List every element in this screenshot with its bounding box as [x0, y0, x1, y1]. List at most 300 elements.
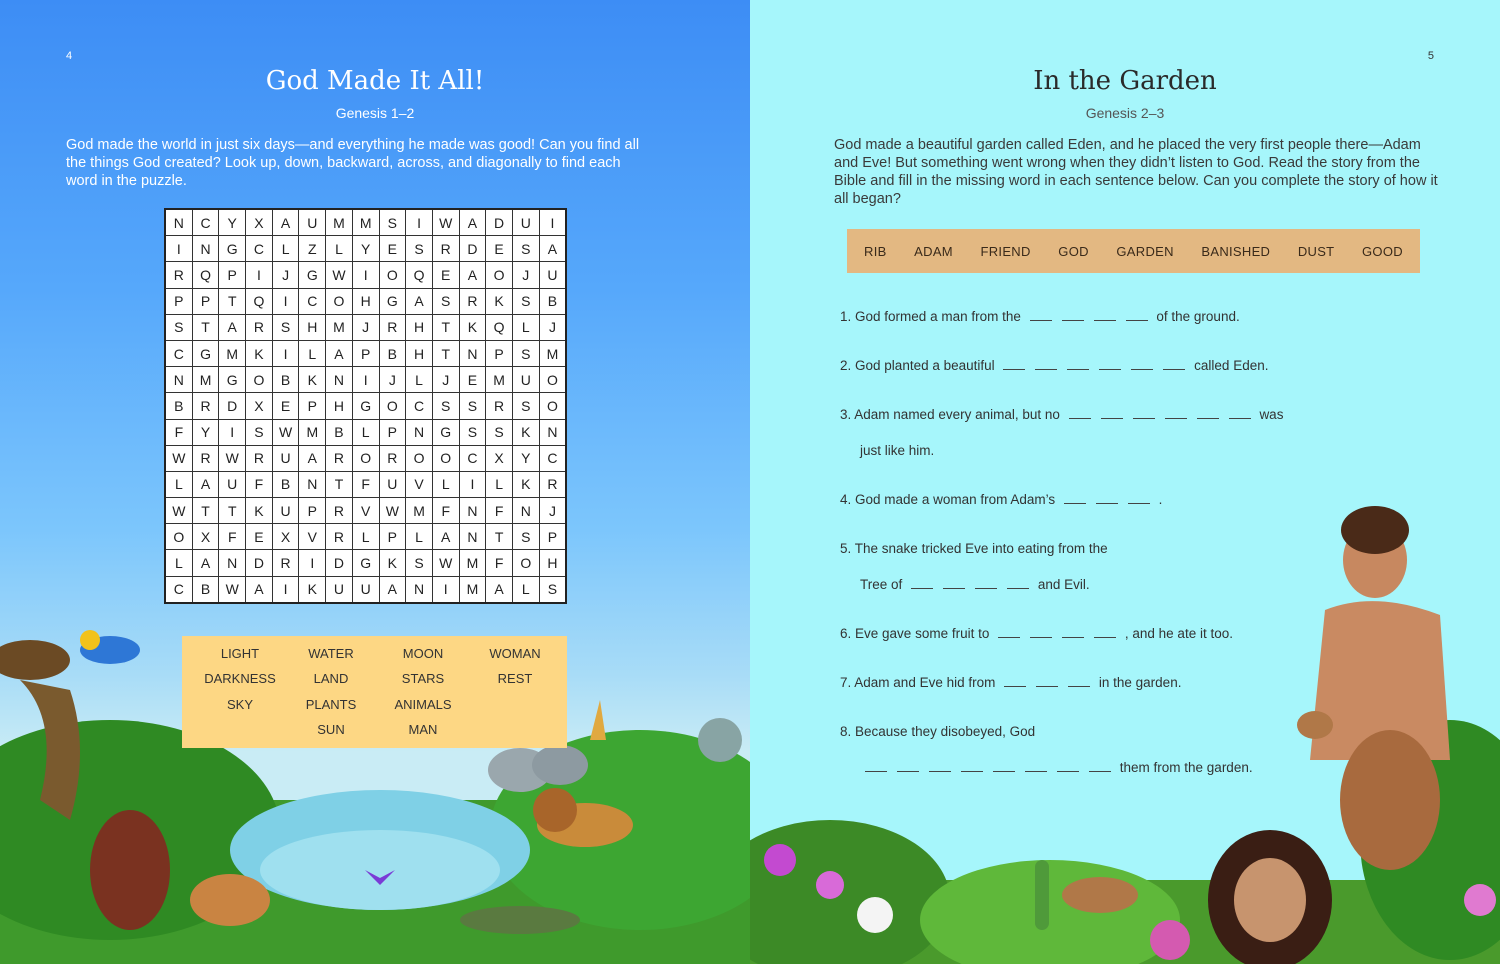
grid-cell: U: [379, 471, 406, 497]
grid-cell: A: [379, 576, 406, 603]
grid-row: [165, 419, 566, 445]
grid-cell: N: [299, 471, 326, 497]
grid-cell: T: [219, 498, 246, 524]
answer-blank: [1133, 407, 1155, 419]
answer-blank: [1099, 358, 1121, 370]
word-list-item: SUN: [317, 721, 345, 737]
grid-cell: C: [246, 236, 273, 262]
grid-cell: X: [246, 209, 273, 236]
grid-row: [165, 288, 566, 314]
answer-blank: [1003, 358, 1025, 370]
grid-cell: N: [326, 367, 353, 393]
grid-cell: H: [326, 393, 353, 419]
grid-cell: V: [406, 471, 433, 497]
grid-cell: Q: [406, 262, 433, 288]
question-text: The snake tricked Eve into eating from the: [854, 541, 1108, 556]
word-bank: [847, 229, 1420, 273]
question-text: and Evil.: [1037, 577, 1090, 592]
grid-cell: W: [379, 498, 406, 524]
word-bank-item: ADAM: [914, 243, 953, 259]
grid-cell: Y: [512, 445, 539, 471]
grid-cell: L: [352, 419, 379, 445]
question-number: 4.: [840, 492, 852, 507]
grid-cell: K: [486, 288, 513, 314]
grid-cell: O: [406, 445, 433, 471]
grid-cell: B: [272, 367, 299, 393]
grid-cell: G: [219, 367, 246, 393]
grid-cell: S: [512, 340, 539, 366]
grid-cell: A: [432, 524, 459, 550]
grid-cell: N: [459, 340, 486, 366]
grid-cell: F: [246, 471, 273, 497]
word-list-item: MOON: [402, 646, 444, 661]
grid-cell: T: [432, 314, 459, 340]
grid-cell: M: [459, 576, 486, 603]
grid-cell: R: [246, 314, 273, 340]
grid-cell: P: [165, 288, 192, 314]
grid-cell: W: [432, 209, 459, 236]
question-text: God planted a beautiful: [855, 358, 995, 373]
grid-cell: K: [246, 498, 273, 524]
grid-row: [165, 209, 566, 236]
grid-cell: S: [459, 393, 486, 419]
grid-cell: R: [192, 445, 219, 471]
grid-cell: J: [379, 367, 406, 393]
grid-cell: C: [459, 445, 486, 471]
question-text: of the ground.: [1156, 309, 1240, 324]
grid-cell: J: [432, 367, 459, 393]
grid-cell: D: [486, 209, 513, 236]
grid-cell: O: [539, 367, 566, 393]
grid-cell: M: [326, 314, 353, 340]
grid-cell: I: [299, 550, 326, 576]
question-text: Adam named every animal, but no: [854, 407, 1060, 422]
grid-cell: I: [272, 576, 299, 603]
question: [840, 358, 1268, 373]
grid-cell: L: [272, 236, 299, 262]
grid-cell: M: [406, 498, 433, 524]
grid-row: [165, 393, 566, 419]
grid-cell: G: [432, 419, 459, 445]
grid-cell: A: [486, 576, 513, 603]
grid-cell: S: [459, 419, 486, 445]
intro-text: God made a beautiful garden called Eden, and he placed the very first people there—Adam and Eve! But something went wrong when they didn’t listen to God. Read the story from the Bible and fill in the missing word in each sentence below. Can you complete the story of how it all began?: [834, 137, 1438, 207]
grid-cell: N: [219, 550, 246, 576]
grid-cell: A: [219, 314, 246, 340]
grid-cell: S: [432, 288, 459, 314]
grid-cell: A: [406, 288, 433, 314]
grid-cell: K: [512, 471, 539, 497]
grid-row: [165, 550, 566, 576]
answer-blank: [1067, 358, 1089, 370]
question-text: was: [1259, 407, 1284, 422]
question-number: 1.: [840, 309, 852, 324]
grid-cell: I: [272, 340, 299, 366]
garden-scene-illustration: [750, 500, 1500, 964]
grid-cell: S: [379, 209, 406, 236]
grid-cell: U: [539, 262, 566, 288]
grid-cell: I: [539, 209, 566, 236]
question-number: 2.: [840, 358, 852, 373]
word-list-item: WATER: [308, 646, 354, 661]
answer-blank: [1197, 407, 1219, 419]
grid-cell: R: [459, 288, 486, 314]
grid-cell: O: [165, 524, 192, 550]
grid-cell: J: [512, 262, 539, 288]
grid-cell: M: [459, 550, 486, 576]
grid-cell: L: [406, 524, 433, 550]
grid-cell: F: [219, 524, 246, 550]
page-title: God Made It All!: [265, 66, 485, 96]
word-list-item: MAN: [408, 721, 438, 737]
grid-cell: P: [352, 340, 379, 366]
grid-cell: I: [272, 288, 299, 314]
grid-cell: N: [459, 498, 486, 524]
grid-cell: T: [192, 314, 219, 340]
grid-cell: N: [459, 524, 486, 550]
question-text: Tree of: [860, 577, 903, 592]
grid-cell: N: [165, 367, 192, 393]
grid-cell: C: [192, 209, 219, 236]
grid-cell: O: [486, 262, 513, 288]
grid-cell: N: [539, 419, 566, 445]
grid-cell: I: [219, 419, 246, 445]
grid-cell: Z: [299, 236, 326, 262]
grid-cell: T: [326, 471, 353, 497]
word-bank-item: BANISHED: [1201, 243, 1271, 259]
grid-row: [165, 340, 566, 366]
grid-cell: F: [352, 471, 379, 497]
grid-cell: X: [246, 393, 273, 419]
grid-cell: U: [219, 471, 246, 497]
question-text: Adam and Eve hid from: [854, 675, 996, 690]
grid-cell: C: [539, 445, 566, 471]
grid-cell: H: [299, 314, 326, 340]
grid-cell: C: [165, 340, 192, 366]
grid-cell: M: [326, 209, 353, 236]
question-number: 3.: [840, 407, 852, 422]
grid-cell: W: [219, 576, 246, 603]
grid-cell: F: [486, 550, 513, 576]
grid-row: [165, 262, 566, 288]
grid-cell: A: [272, 209, 299, 236]
grid-cell: E: [432, 262, 459, 288]
question-text: them from the garden.: [1119, 760, 1253, 775]
grid-cell: S: [406, 236, 433, 262]
question-text: in the garden.: [1098, 675, 1182, 690]
grid-cell: O: [539, 393, 566, 419]
grid-cell: L: [486, 471, 513, 497]
grid-cell: P: [219, 262, 246, 288]
grid-cell: R: [272, 550, 299, 576]
word-column: [194, 646, 286, 722]
grid-cell: K: [246, 340, 273, 366]
question-text: God formed a man from the: [855, 309, 1021, 324]
grid-cell: L: [406, 367, 433, 393]
grid-cell: S: [512, 288, 539, 314]
grid-cell: D: [246, 550, 273, 576]
grid-cell: L: [512, 314, 539, 340]
grid-row: [165, 524, 566, 550]
grid-cell: Q: [246, 288, 273, 314]
grid-cell: B: [539, 288, 566, 314]
word-list: [182, 636, 567, 748]
grid-cell: V: [352, 498, 379, 524]
question-text: God made a woman from Adam’s: [855, 492, 1056, 507]
grid-cell: L: [352, 524, 379, 550]
grid-cell: O: [432, 445, 459, 471]
grid-row: [165, 236, 566, 262]
grid-cell: I: [352, 367, 379, 393]
grid-cell: Q: [486, 314, 513, 340]
grid-cell: G: [219, 236, 246, 262]
grid-cell: R: [326, 445, 353, 471]
question-text: called Eden.: [1194, 358, 1269, 373]
word-column: [469, 646, 561, 697]
question-continuation: [860, 443, 934, 458]
grid-cell: U: [299, 209, 326, 236]
grid-cell: R: [326, 524, 353, 550]
grid-cell: R: [246, 445, 273, 471]
answer-blank: [1165, 407, 1187, 419]
word-column: [285, 646, 377, 747]
grid-cell: E: [246, 524, 273, 550]
grid-cell: N: [192, 236, 219, 262]
question: [840, 407, 1283, 422]
word-column: [377, 646, 469, 747]
grid-cell: X: [192, 524, 219, 550]
question-number: 8.: [840, 724, 852, 739]
grid-cell: P: [192, 288, 219, 314]
grid-cell: I: [432, 576, 459, 603]
word-list-item: STARS: [401, 671, 445, 687]
grid-cell: W: [272, 419, 299, 445]
grid-cell: P: [299, 498, 326, 524]
grid-cell: C: [406, 393, 433, 419]
grid-cell: B: [379, 340, 406, 366]
grid-cell: S: [272, 314, 299, 340]
grid-cell: L: [432, 471, 459, 497]
grid-row: [165, 498, 566, 524]
grid-cell: B: [272, 471, 299, 497]
grid-cell: J: [539, 314, 566, 340]
grid-cell: L: [512, 576, 539, 603]
grid-cell: O: [352, 445, 379, 471]
grid-cell: Y: [219, 209, 246, 236]
grid-cell: H: [539, 550, 566, 576]
right-page: [750, 0, 1500, 964]
grid-cell: U: [326, 576, 353, 603]
grid-cell: G: [192, 340, 219, 366]
grid-cell: J: [352, 314, 379, 340]
grid-cell: R: [165, 262, 192, 288]
grid-cell: O: [512, 550, 539, 576]
grid-cell: P: [486, 340, 513, 366]
grid-cell: B: [192, 576, 219, 603]
grid-cell: S: [486, 419, 513, 445]
grid-cell: M: [352, 209, 379, 236]
grid-cell: I: [459, 471, 486, 497]
grid-cell: R: [539, 471, 566, 497]
grid-cell: U: [512, 367, 539, 393]
grid-cell: T: [192, 498, 219, 524]
answer-blank: [1126, 309, 1148, 321]
grid-cell: U: [512, 209, 539, 236]
question-text: , and he ate it too.: [1124, 626, 1233, 641]
question-text: Eve gave some fruit to: [855, 626, 990, 641]
page-number: 4: [66, 50, 73, 62]
grid-cell: O: [379, 262, 406, 288]
grid-cell: R: [192, 393, 219, 419]
grid-cell: H: [406, 314, 433, 340]
scripture-reference: Genesis 1–2: [335, 105, 415, 121]
grid-row: [165, 314, 566, 340]
answer-blank: [1062, 309, 1084, 321]
question-number: 7.: [840, 675, 852, 690]
grid-cell: Y: [192, 419, 219, 445]
grid-cell: L: [299, 340, 326, 366]
grid-cell: R: [379, 314, 406, 340]
grid-cell: A: [192, 550, 219, 576]
grid-cell: P: [299, 393, 326, 419]
grid-cell: N: [406, 419, 433, 445]
grid-cell: N: [406, 576, 433, 603]
word-bank-item: FRIEND: [980, 243, 1031, 259]
grid-cell: W: [219, 445, 246, 471]
grid-cell: S: [432, 393, 459, 419]
grid-cell: L: [165, 471, 192, 497]
grid-cell: B: [326, 419, 353, 445]
grid-cell: K: [459, 314, 486, 340]
grid-cell: K: [299, 367, 326, 393]
grid-cell: M: [539, 340, 566, 366]
grid-cell: L: [326, 236, 353, 262]
grid-cell: U: [272, 445, 299, 471]
question-text: just like him.: [860, 443, 935, 458]
grid-cell: U: [352, 576, 379, 603]
grid-cell: H: [406, 340, 433, 366]
answer-blank: [1163, 358, 1185, 370]
grid-cell: O: [326, 288, 353, 314]
grid-cell: S: [165, 314, 192, 340]
answer-blank: [1229, 407, 1251, 419]
grid-cell: V: [299, 524, 326, 550]
grid-cell: S: [512, 236, 539, 262]
word-bank-item: DUST: [1297, 243, 1335, 259]
word-list-item: ANIMALS: [394, 696, 452, 712]
grid-cell: T: [432, 340, 459, 366]
word-bank-item: GOD: [1058, 243, 1089, 259]
grid-cell: I: [352, 262, 379, 288]
answer-blank: [1030, 309, 1052, 321]
grid-cell: B: [165, 393, 192, 419]
grid-cell: G: [379, 288, 406, 314]
question-text: .: [1158, 492, 1163, 507]
page-number: 5: [1427, 50, 1434, 62]
word-list-item: WOMAN: [489, 646, 541, 661]
grid-cell: X: [486, 445, 513, 471]
word-search-grid: [164, 208, 567, 604]
answer-blank: [1094, 309, 1116, 321]
answer-blank: [1069, 407, 1091, 419]
grid-cell: R: [486, 393, 513, 419]
grid-cell: F: [165, 419, 192, 445]
grid-cell: D: [326, 550, 353, 576]
word-list-item: REST: [497, 671, 533, 687]
grid-cell: C: [165, 576, 192, 603]
grid-cell: N: [512, 498, 539, 524]
grid-cell: K: [512, 419, 539, 445]
grid-cell: C: [299, 288, 326, 314]
grid-cell: M: [486, 367, 513, 393]
grid-cell: G: [299, 262, 326, 288]
answer-blank: [1101, 407, 1123, 419]
grid-cell: S: [406, 550, 433, 576]
grid-cell: G: [352, 550, 379, 576]
grid-cell: P: [539, 524, 566, 550]
grid-cell: E: [379, 236, 406, 262]
scripture-reference: Genesis 2–3: [1085, 105, 1165, 121]
question: [840, 309, 1240, 324]
grid-cell: G: [352, 393, 379, 419]
word-list-item: LIGHT: [220, 646, 260, 661]
grid-cell: A: [539, 236, 566, 262]
grid-cell: W: [326, 262, 353, 288]
grid-cell: A: [299, 445, 326, 471]
grid-cell: R: [326, 498, 353, 524]
word-list-item: LAND: [313, 671, 349, 687]
grid-row: [165, 445, 566, 471]
grid-cell: U: [272, 498, 299, 524]
grid-cell: X: [272, 524, 299, 550]
grid-cell: R: [432, 236, 459, 262]
grid-cell: A: [459, 262, 486, 288]
grid-cell: L: [165, 550, 192, 576]
grid-cell: I: [165, 236, 192, 262]
grid-row: [165, 367, 566, 393]
grid-cell: D: [219, 393, 246, 419]
grid-cell: M: [219, 340, 246, 366]
word-list-item: SKY: [226, 696, 253, 712]
grid-cell: F: [432, 498, 459, 524]
grid-cell: W: [432, 550, 459, 576]
grid-cell: M: [299, 419, 326, 445]
question-text: Because they disobeyed, God: [855, 724, 1036, 739]
grid-cell: Y: [352, 236, 379, 262]
word-bank-item: GARDEN: [1116, 243, 1174, 259]
grid-cell: P: [379, 524, 406, 550]
question-number: 5.: [840, 541, 852, 556]
grid-cell: D: [459, 236, 486, 262]
word-bank-item: GOOD: [1362, 243, 1403, 259]
grid-cell: P: [379, 419, 406, 445]
intro-text: God made the world in just six days—and everything he made was good! Can you find all the things God created? Look up, down, backward, across, and diagonally to find each word in the puzzle.: [66, 137, 640, 189]
grid-cell: T: [219, 288, 246, 314]
grid-cell: S: [246, 419, 273, 445]
grid-cell: K: [379, 550, 406, 576]
grid-cell: S: [512, 524, 539, 550]
grid-cell: R: [379, 445, 406, 471]
grid-cell: N: [165, 209, 192, 236]
word-list-item: PLANTS: [305, 696, 357, 712]
grid-cell: O: [379, 393, 406, 419]
answer-blank: [1035, 358, 1057, 370]
grid-cell: T: [486, 524, 513, 550]
grid-row: [165, 576, 566, 603]
grid-cell: S: [539, 576, 566, 603]
grid-cell: M: [192, 367, 219, 393]
grid-cell: A: [246, 576, 273, 603]
